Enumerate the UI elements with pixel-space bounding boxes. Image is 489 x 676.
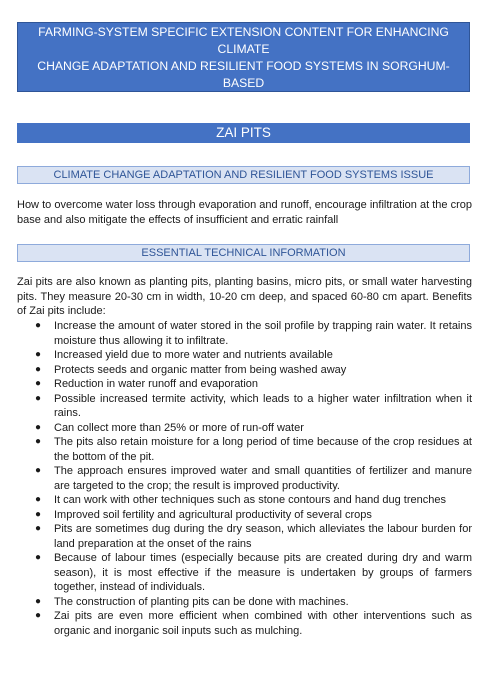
- banner-line: FARMING-SYSTEM SPECIFIC EXTENSION CONTENT FOR ENHANCING CLIMATE: [38, 25, 449, 56]
- bullet-icon: ●: [35, 421, 42, 433]
- bullet-icon: ●: [35, 436, 42, 447]
- list-item: [17, 392, 472, 421]
- list-item: [17, 319, 472, 348]
- list-item: [17, 595, 472, 610]
- benefits-list: [17, 319, 472, 638]
- list-item-text: Possible increased termite activity, which leads to a higher water infiltration when it rains.: [54, 392, 472, 419]
- bullet-icon: ●: [35, 494, 42, 505]
- list-item-text: The pits also retain moisture for a long period of time because of the crop residues at the bottom of the pit.: [54, 436, 472, 463]
- list-item-text: Zai pits are even more efficient when combined with other interventions such as organic and inorganic soil inputs such as mulching.: [54, 610, 472, 637]
- list-item: [17, 435, 472, 464]
- list-item: [17, 421, 472, 436]
- bullet-icon: ●: [35, 595, 42, 607]
- document-banner: [17, 22, 470, 107]
- list-item-text: The construction of planting pits can be done with machines.: [54, 595, 349, 608]
- issue-heading: CLIMATE CHANGE ADAPTATION AND RESILIENT FOOD SYSTEMS ISSUE: [17, 166, 470, 184]
- list-item: [17, 464, 472, 493]
- list-item-text: Because of labour times (especially because pits are created during dry and warm season), it is most effective if the measure is undertaken by groups of farmers together, instead of individuals.: [54, 552, 472, 593]
- list-item: [17, 508, 472, 523]
- list-item-text: Reduction in water runoff and evaporation: [54, 378, 259, 390]
- banner-line: DRYLAND FARMING SYSTEMS OF TANZANIA AND BURKINA FASO: [52, 93, 435, 107]
- bullet-icon: ●: [35, 349, 42, 360]
- bullet-icon: ●: [35, 320, 42, 331]
- list-item: [17, 609, 472, 638]
- technical-heading: ESSENTIAL TECHNICAL INFORMATION: [17, 244, 470, 262]
- list-item-text: Increase the amount of water stored in the soil profile by trapping rain water. It retains moisture thus allowing it to infiltrate.: [54, 320, 472, 347]
- list-item: [17, 493, 472, 508]
- list-item-text: Pits are sometimes dug during the dry season, which alleviates the labour burden for land preparation at the onset of the rains: [54, 523, 472, 550]
- bullet-icon: ●: [35, 552, 42, 563]
- list-item-text: Improved soil fertility and agricultural productivity of several crops: [54, 508, 372, 521]
- list-item-text: Increased yield due to more water and nutrients available: [54, 349, 333, 361]
- bullet-icon: ●: [35, 610, 42, 621]
- issue-text: How to overcome water loss through evaporation and runoff, encourage infiltration at the crop base and also mitigate the effects of insufficient and erratic rainfall: [17, 199, 472, 226]
- list-item: [17, 522, 472, 551]
- list-item-text: Can collect more than 25% or more of run-off water: [54, 421, 304, 434]
- list-item: [17, 551, 472, 595]
- technical-intro: Zai pits are also known as planting pits, planting basins, micro pits, or small water harvesting pits. They measure 20-30 cm in width, 10-20 cm deep, and spaced 60-80 cm apart. Benefits of Zai pits include:: [17, 276, 472, 317]
- list-item: [17, 377, 472, 392]
- list-item: [17, 363, 472, 378]
- bullet-icon: ●: [35, 523, 42, 534]
- bullet-icon: ●: [35, 363, 42, 375]
- section-title: ZAI PITS: [17, 123, 470, 143]
- list-item-text: The approach ensures improved water and small quantities of fertilizer and manure are targeted to the crop; the result is improved productivity.: [54, 465, 472, 492]
- list-item-text: It can work with other techniques such as stone contours and hand dug trenches: [54, 494, 446, 506]
- bullet-icon: ●: [35, 392, 42, 404]
- banner-line: CHANGE ADAPTATION AND RESILIENT FOOD SYSTEMS IN SORGHUM-BASED: [37, 59, 450, 90]
- list-item-text: Protects seeds and organic matter from being washed away: [54, 363, 347, 376]
- bullet-icon: ●: [35, 465, 42, 476]
- bullet-icon: ●: [35, 378, 42, 389]
- list-item: [17, 348, 472, 363]
- bullet-icon: ●: [35, 508, 42, 520]
